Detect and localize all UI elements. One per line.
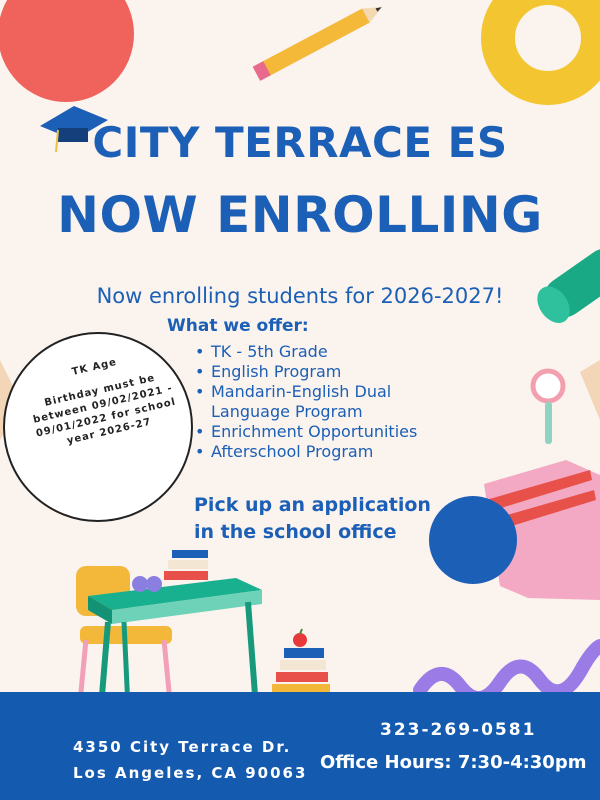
- offer-list: [195, 342, 440, 462]
- apple-icon: [293, 629, 307, 647]
- offer-item-dual-language: • Mandarin-English Dual Language Program: [195, 382, 440, 422]
- enrollment-subtitle: Now enrolling students for 2026-2027!: [96, 284, 504, 308]
- books-icon: [164, 550, 208, 580]
- headphones-decor-2: [146, 576, 162, 592]
- donut-decor: [498, 0, 598, 88]
- red-ball-decor: [0, 0, 134, 102]
- school-name: CITY TERRACE ES: [92, 118, 508, 167]
- triangle-decor: [580, 360, 600, 420]
- pickup-note: Pick up an application in the school office: [194, 494, 431, 543]
- tk-info-title: TK Age: [70, 356, 118, 378]
- offer-item-afterschool: • Afterschool Program: [195, 442, 440, 462]
- address: [73, 734, 307, 786]
- headline: NOW ENROLLING: [57, 186, 543, 244]
- offer-item-enrichment: • Enrichment Opportunities: [195, 422, 440, 442]
- squiggle-decor: [420, 646, 600, 698]
- address-line-2: Los Angeles, CA 90063: [73, 764, 308, 782]
- headphones-decor: [132, 576, 148, 592]
- office-hours: Office Hours: 7:30-4:30pm: [320, 752, 587, 773]
- phone-number: 323-269-0581: [380, 720, 537, 740]
- address-line-1: 4350 City Terrace Dr.: [73, 738, 292, 756]
- pencil-icon: [253, 0, 386, 81]
- magnifier-icon: [533, 371, 563, 444]
- offer-item-english: • English Program: [195, 362, 440, 382]
- offer-item-tk: • TK - 5th Grade: [195, 342, 440, 362]
- tk-info-body: Birthday must be between 09/02/2021 - 09/01/2022 for school year 2026-27: [32, 372, 178, 447]
- offer-heading: What we offer:: [167, 316, 309, 336]
